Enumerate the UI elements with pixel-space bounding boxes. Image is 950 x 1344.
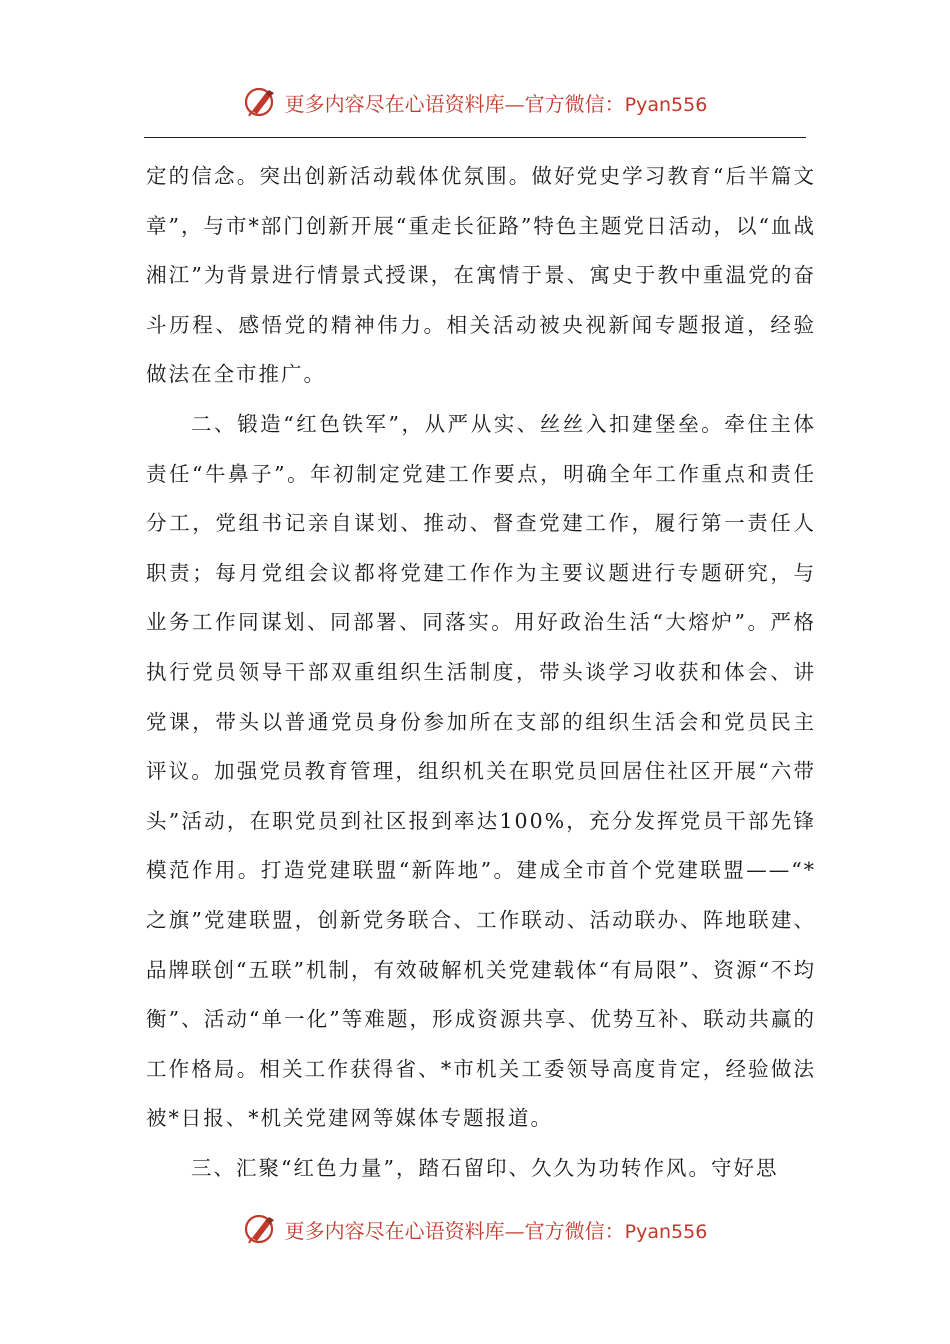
pen-nib-logo-icon (243, 84, 279, 120)
banner-handle: Pyan556 (624, 93, 708, 116)
paragraph-1: 定的信念。突出创新活动载体优氛围。做好党史学习教育“后半篇文章”，与市*部门创新开展“重走长征路”特色主题党日活动，以“血战湘江”为背景进行情景式授课，在寓情于景、寓史于教中重温党的奋斗历程、感悟党的精神伟力。相关活动被央视新闻专题报道，经验做法在全市推广。 (146, 164, 816, 387)
paragraph-3: 三、汇聚“红色力量”，踏石留印、久久为功转作风。守好思 (191, 1155, 779, 1180)
header-banner (0, 82, 950, 122)
banner-text: 更多内容尽在心语资料库—官方微信：Pyan556 (284, 1218, 708, 1243)
header-divider (144, 137, 806, 138)
footer-banner (0, 1209, 950, 1249)
paragraph-2: 二、锻造“红色铁军”，从严从实、丝丝入扣建堡垒。牵住主体责任“牛鼻子”。年初制定党建工作要点，明确全年工作重点和责任分工，党组书记亲自谋划、推动、督查党建工作，履行第一责任人职责；每月党组会议都将党建工作作为主要议题进行专题研究，与业务工作同谋划、同部署、同落实。用好政治生活“大熔炉”。严格执行党员领导干部双重组织生活制度，带头谈学习收获和体会、讲党课，带头以普通党员身份参加所在支部的组织生活会和党员民主评议。加强党员教育管理，组织机关在职党员回居住社区开展“六带头”活动，在职党员到社区报到率达100%，充分发挥党员干部先锋模范作用。打造党建联盟“新阵地”。建成全市首个党建联盟——“*之旗”党建联盟，创新党务联合、工作联动、活动联办、阵地联建、品牌联创“五联”机制，有效破解机关党建载体“有局限”、资源“不均衡”、活动“单一化”等难题，形成资源共享、优势互补、联动共赢的工作格局。相关工作获得省、*市机关工委领导高度肯定，经验做法被*日报、*机关党建网等媒体专题报道。 (146, 411, 816, 1131)
document-body (146, 152, 816, 1193)
banner-handle: Pyan556 (624, 1220, 708, 1243)
pen-nib-logo-icon (243, 1211, 279, 1247)
banner-text: 更多内容尽在心语资料库—官方微信：Pyan556 (284, 91, 708, 116)
